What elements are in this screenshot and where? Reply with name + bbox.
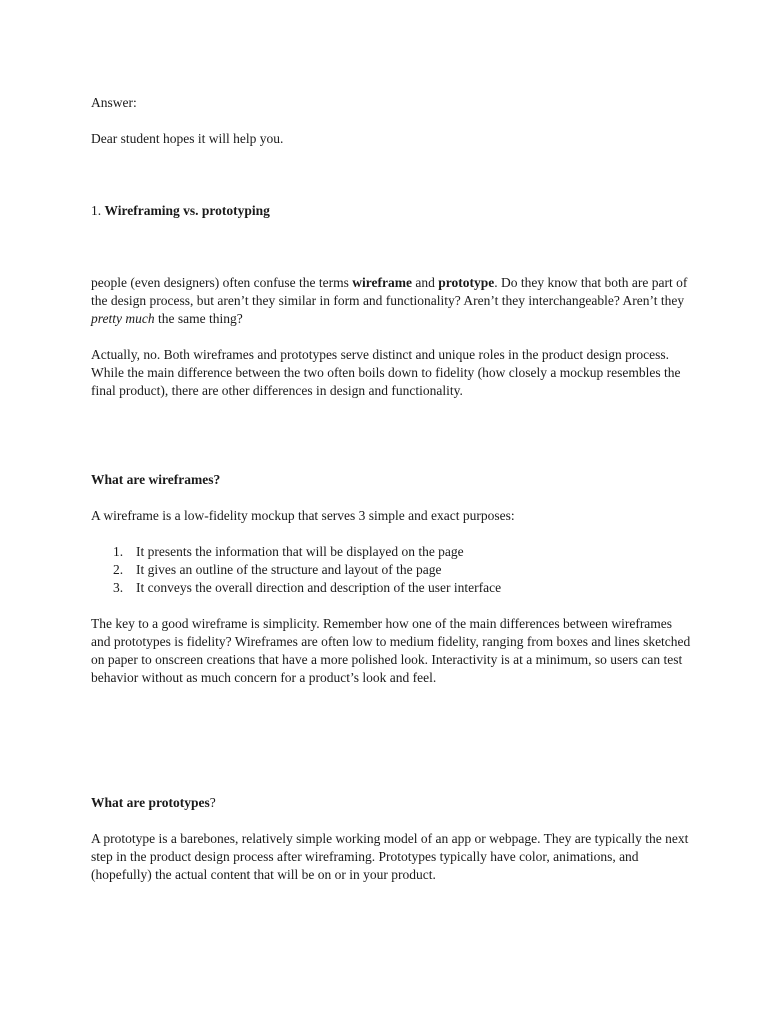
term-prototype: prototype	[438, 275, 495, 290]
section-title: Wireframing vs. prototyping	[104, 203, 270, 218]
wireframe-purpose-list	[91, 543, 691, 597]
section-heading-wireframing-vs-prototyping	[91, 202, 691, 220]
heading-what-are-prototypes: What are prototypes?	[91, 795, 216, 810]
section-number: 1.	[91, 203, 102, 218]
paragraph-prototype-definition: A prototype is a barebones, relatively simple working model of an app or webpage. They are typically the next step in the product design process after wireframing. Prototypes typically have color, animations, and (hopefully) the actual content that will be on or in your product.	[91, 831, 689, 882]
list-item: 3. It conveys the overall direction and description of the user interface	[113, 580, 502, 595]
answer-label: Answer:	[91, 95, 137, 110]
greeting-text: Dear student hopes it will help you.	[91, 131, 284, 146]
wireframe-intro-text: A wireframe is a low-fidelity mockup that serves 3 simple and exact purposes:	[91, 508, 515, 523]
paragraph-actually-no: Actually, no. Both wireframes and prototypes serve distinct and unique roles in the product design process. While the main difference between the two often boils down to fidelity (how closely a mockup resembles the final product), there are other differences in design and functionality.	[91, 347, 681, 398]
paragraph-wireframe-simplicity: The key to a good wireframe is simplicity. Remember how one of the main differences between wireframes and prototypes is fidelity? Wireframes are often low to medium fidelity, ranging from boxes and lines sketched on paper to onscreen creations that have a more polished look. Interactivity is at a minimum, so users can test behavior without as much concern for a product’s look and feel.	[91, 616, 691, 685]
list-item: 1. It presents the information that will be displayed on the page	[113, 544, 464, 559]
term-wireframe: wireframe	[352, 275, 412, 290]
paragraph-confusion: people (even designers) often confuse the terms wireframe and prototype. Do they know that both are part of the design process, but aren’t they similar in form and functionality? Aren’t they interchangeable? Aren’t they pretty much the same thing?	[91, 275, 688, 326]
emphasis-pretty-much: pretty much	[91, 311, 155, 326]
heading-what-are-wireframes: What are wireframes?	[91, 472, 221, 487]
list-item: 2. It gives an outline of the structure and layout of the page	[113, 562, 442, 577]
